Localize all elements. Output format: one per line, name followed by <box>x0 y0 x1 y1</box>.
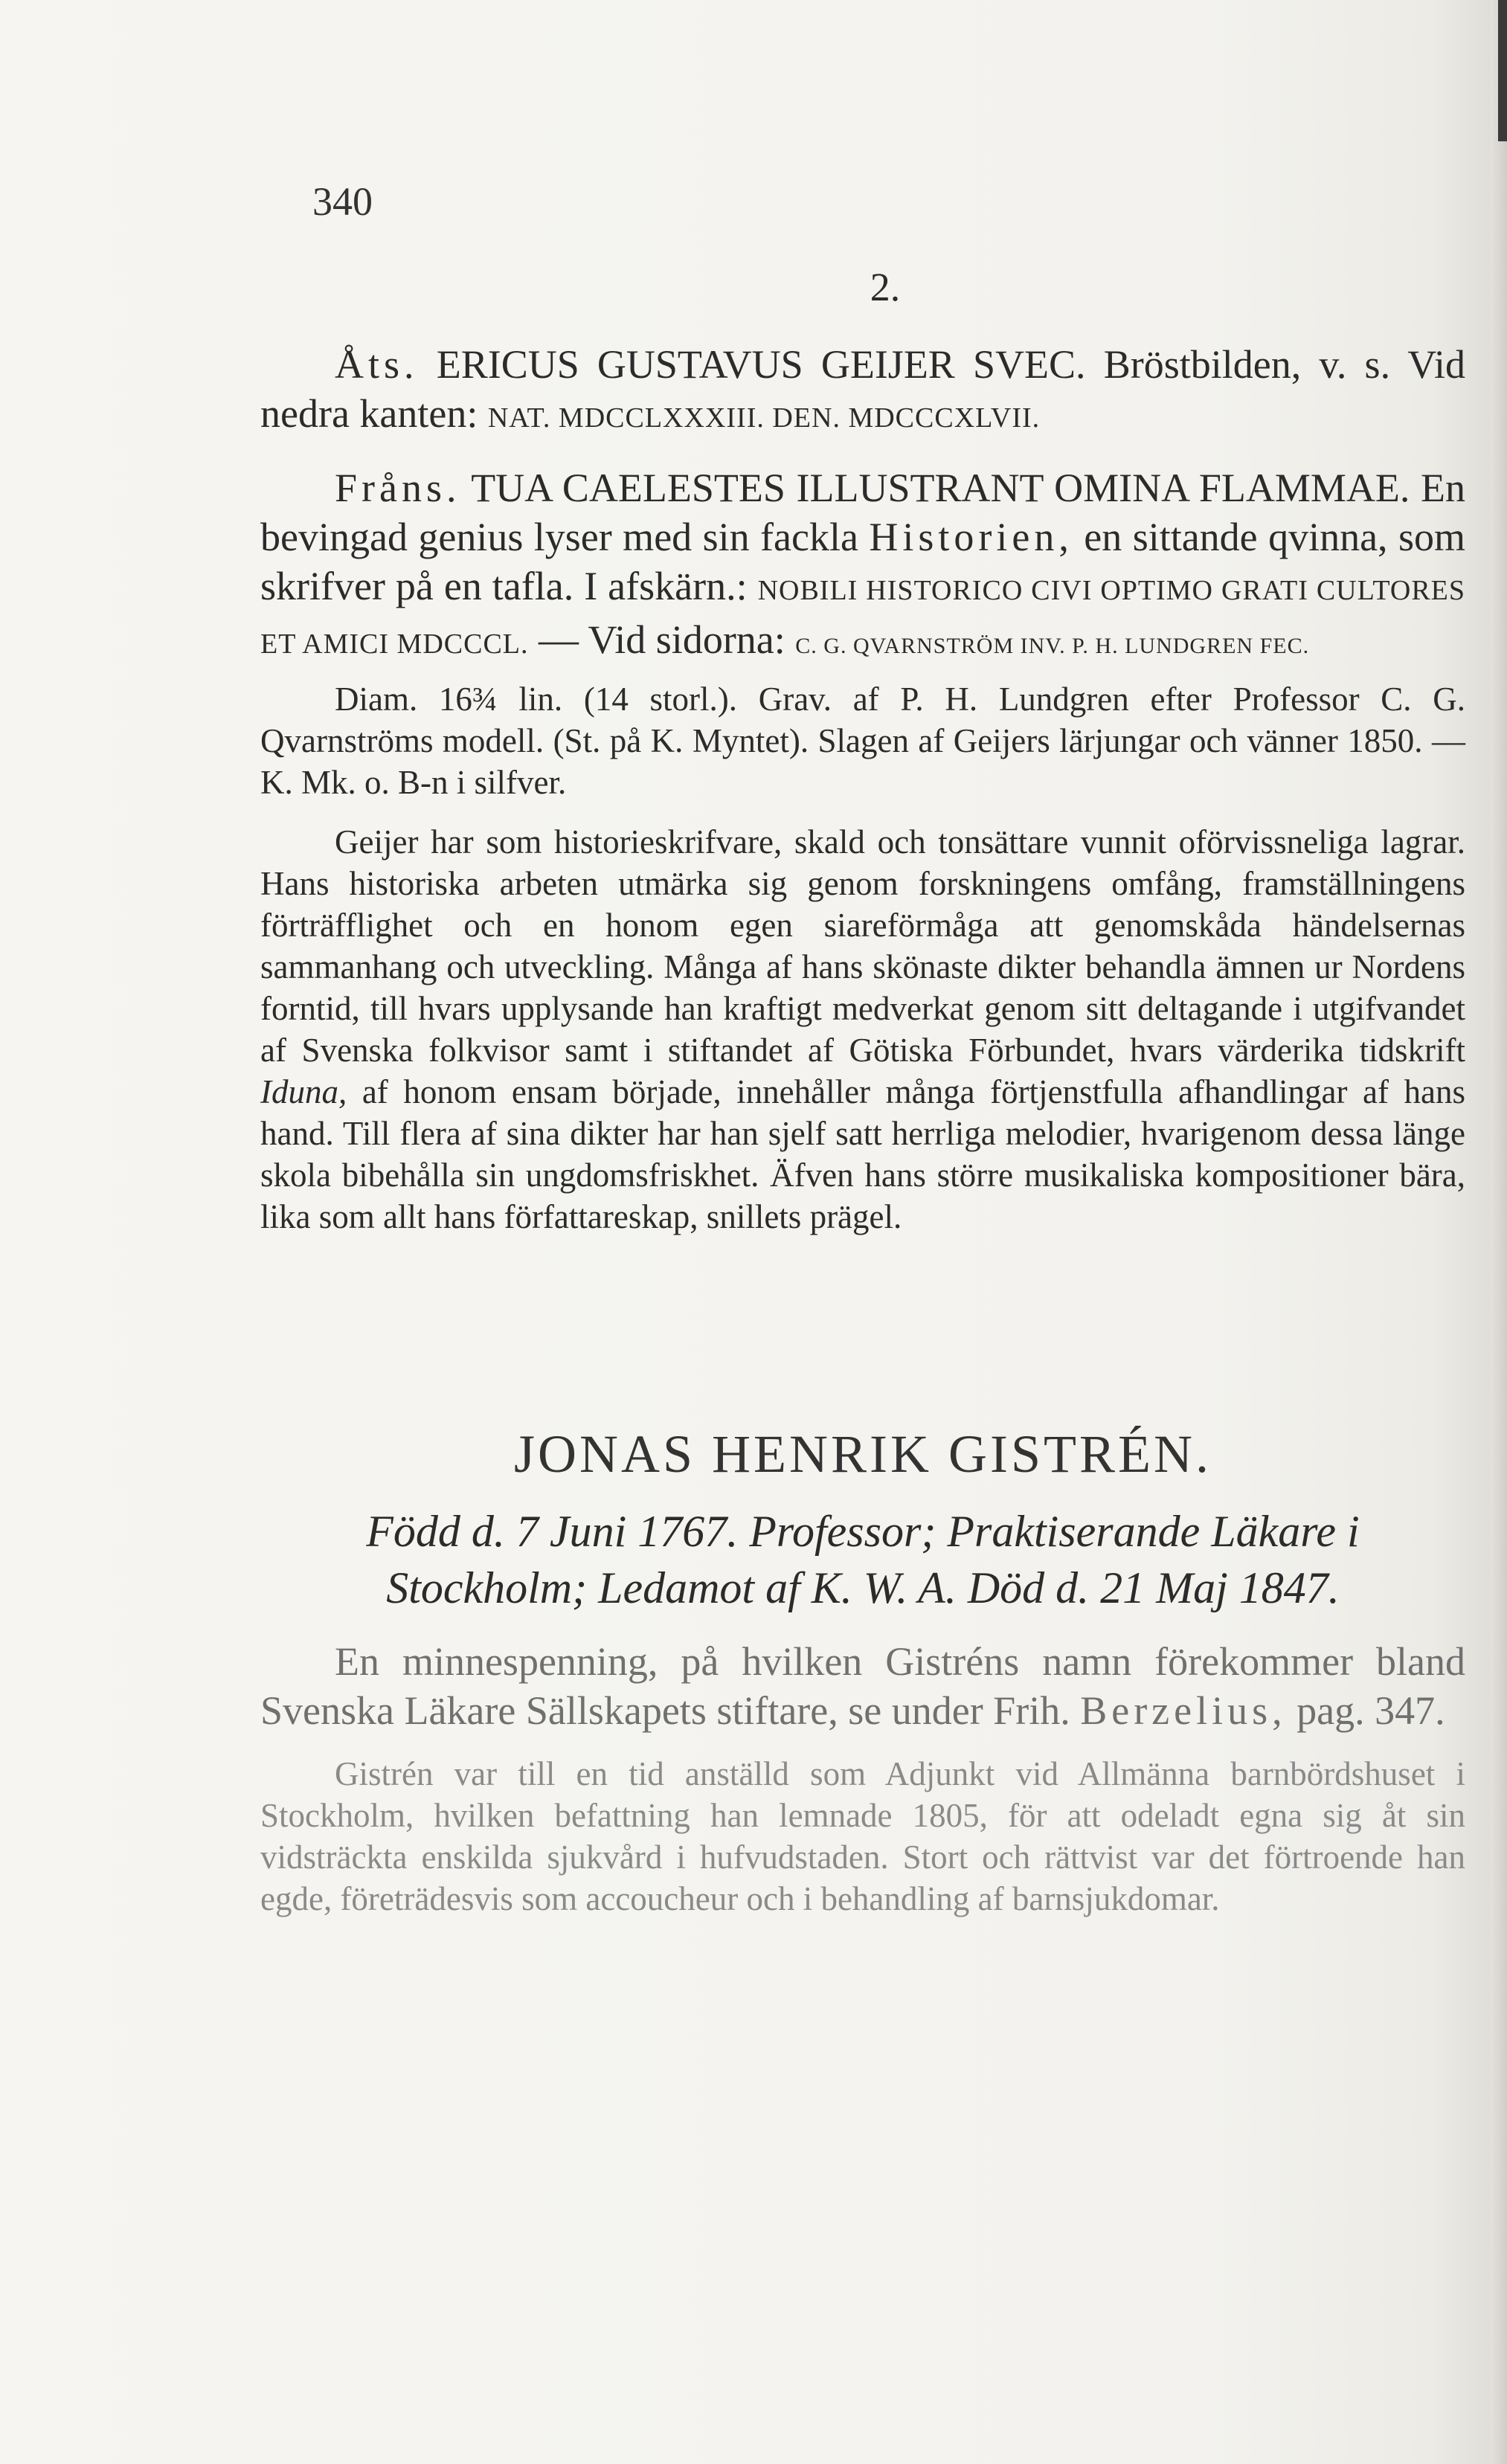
jonas-subtitle: Född d. 7 Juni 1767. Professor; Praktiserande Läkare i Stockholm; Ledamot af K. W. A. Död d. 21 Maj 1847. <box>366 1507 1360 1612</box>
jonas-para-1-a: En minnespenning, på hvilken Gistréns namn förekommer bland Svenska Läkare Sällskapets stiftare, se under Frih. <box>260 1639 1465 1733</box>
diam-paragraph: Diam. 16¾ lin. (14 storl.). Grav. af P. H. Lundgren efter Professor C. G. Qvarnströms modell. (St. på K. Myntet). Slagen af Geijers lärjungar och vänner 1850. — K. Mk. o. B-n i silfver. <box>260 681 1465 801</box>
page-edge <box>1491 0 1507 2464</box>
frans-paragraph <box>260 463 1465 671</box>
afskarn-text: NOBILI HISTORICO CIVI OPTIMO GRATI CULTORES ET AMICI MDCCCL. <box>260 575 1466 660</box>
bio-text-2: af honom ensam började, innehåller många förtjenstfulla afhandlingar af hans hand. Till flera af sina dikter har han sjelf satt herrliga melodier, hvarigenom dessa länge skola bibehålla sin ungdomsfriskhet. Äfven hans större musikaliska kompositioner bära, lika som allt hans författareskap, snillets prägel. <box>260 1073 1466 1235</box>
nedra-label: Vid nedra kanten: <box>260 342 1466 436</box>
ats-text: ERICUS GUSTAVUS GEIJER SVEC. <box>436 342 1086 387</box>
sidorna-text: C. G. QVARNSTRÖM INV. P. H. LUNDGREN FEC. <box>795 634 1310 658</box>
section-number: 2. <box>870 265 901 309</box>
page-number: 340 <box>312 179 373 224</box>
text-column <box>260 175 1465 1920</box>
jonas-para-2: Gistrén var till en tid anställd som Adjunkt vid Allmänna barnbördshuset i Stockholm, hvilken befattning han lemnade 1805, för att odeladt egna sig åt sin vidsträckta enskilda sjukvård i hufvudstaden. Stort och rättvist var det förtroende han egde, företrädesvis som accoucheur och i behandling af barnsjukdomar. <box>260 1755 1465 1917</box>
bio-text-1: Geijer har som historieskrifvare, skald och tonsättare vunnit oförvissneliga lagrar. Hans historiska arbeten utmärka sig genom forskningens omfång, framställningens förträfflighet och en honom egen siareförmåga att genomskåda händelsernas sammanhang och utveckling. Många af hans skönaste dikter behandla ämnen ur Nordens forntid, till hvars upplysande han kraftigt medverkat genom sitt deltagande i utgifvandet af Svenska folkvisor samt i stiftandet af Götiska Förbundet, hvars värderika tidskrift <box>260 823 1465 1069</box>
ats-desc: Bröstbilden, v. s. <box>1103 342 1391 387</box>
frans-desc-2: en sittande qvinna, som skrifver på en tafla. I afskärn.: <box>260 515 1466 608</box>
jonas-para-1-b: pag. 347. <box>1296 1688 1445 1733</box>
jonas-para-1 <box>260 1637 1465 1735</box>
ats-paragraph <box>260 340 1465 443</box>
sidorna-label: — Vid sidorna: <box>539 617 785 662</box>
bio-iduna: Iduna, <box>260 1073 347 1110</box>
bio-paragraph <box>260 821 1465 1238</box>
jonas-para-1-name: Berzelius, <box>1080 1688 1287 1733</box>
jonas-heading: JONAS HENRIK GISTRÉN. <box>513 1424 1212 1484</box>
frans-desc-hist: Historien, <box>869 515 1073 559</box>
ats-label: Åts. <box>335 342 419 387</box>
frans-desc-1: En bevingad genius lyser med sin fackla <box>260 466 1465 559</box>
frans-text: TUA CAELESTES ILLUSTRANT OMINA FLAMMAE. <box>471 466 1410 510</box>
frans-label: Fråns. <box>335 466 461 510</box>
nedra-text: NAT. MDCCLXXXIII. DEN. MDCCCXLVII. <box>487 402 1041 434</box>
page-edge-mark <box>1498 0 1507 141</box>
